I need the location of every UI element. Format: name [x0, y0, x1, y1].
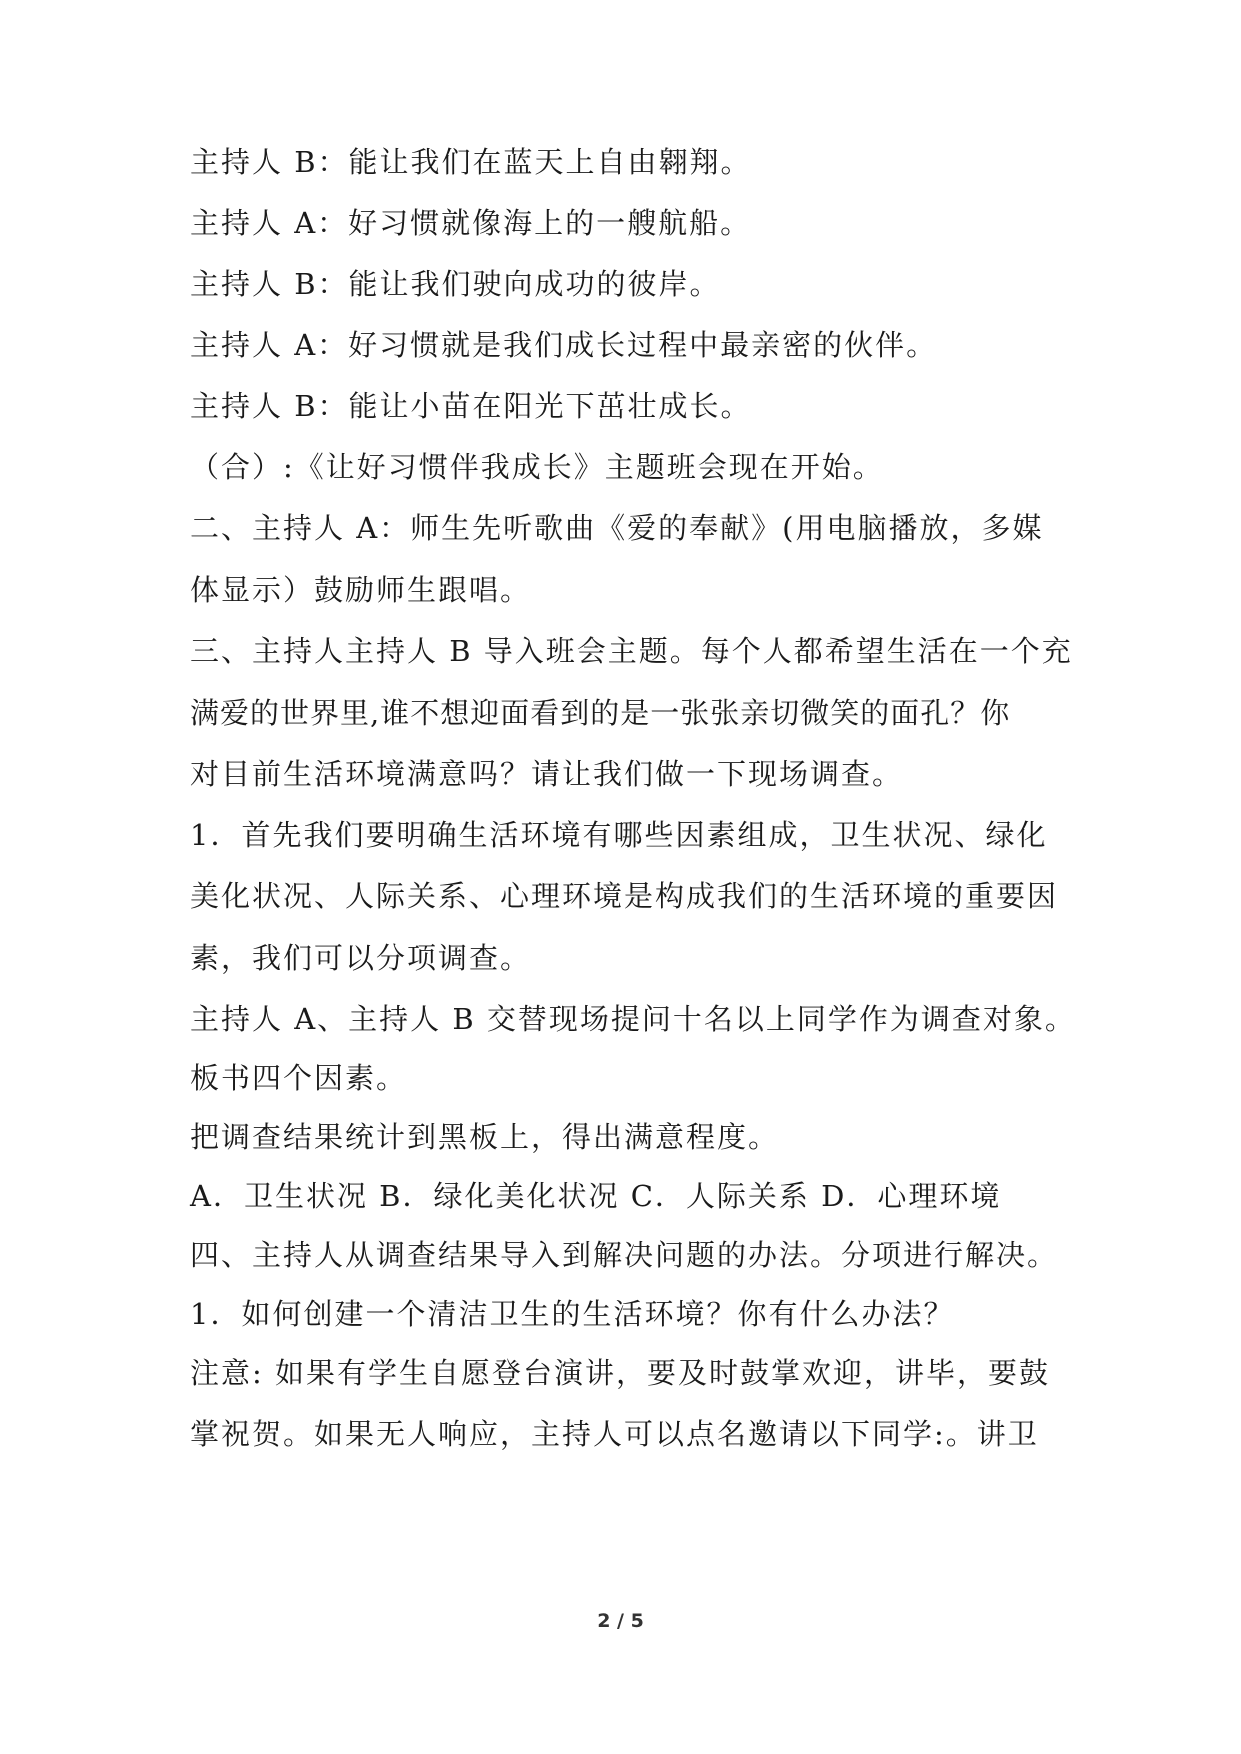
text-line: 对目前生活环境满意吗？请让我们做一下现场调查。: [190, 757, 904, 791]
text-line: 板书四个因素。: [190, 1061, 408, 1095]
text-line: 注意: 如果有学生自愿登台演讲，要及时鼓掌欢迎，讲毕，要鼓: [190, 1356, 1050, 1390]
text-line: 美化状况、人际关系、心理环境是构成我们的生活环境的重要因: [190, 879, 1059, 913]
text-line: 主持人 B：能让我们驶向成功的彼岸。: [190, 267, 721, 301]
text-line: 主持人 A：好习惯就是我们成长过程中最亲密的伙伴。: [190, 328, 938, 362]
text-line: 主持人 A：好习惯就像海上的一艘航船。: [190, 206, 752, 240]
text-line: （合）:《让好习惯伴我成长》主题班会现在开始。: [190, 450, 884, 484]
text-line: 主持人 B：能让我们在蓝天上自由翱翔。: [190, 145, 752, 179]
page-number: 2 / 5: [597, 1610, 644, 1632]
text-line: 体显示）鼓励师生跟唱。: [190, 573, 532, 607]
text-line: 二、主持人 A：师生先听歌曲《爱的奉献》(用电脑播放，多媒: [190, 511, 1044, 545]
text-line: 素，我们可以分项调查。: [190, 941, 532, 975]
text-line: 满爱的世界里,谁不想迎面看到的是一张张亲切微笑的面孔？你: [190, 696, 1011, 730]
text-line: 1．如何创建一个清洁卫生的生活环境？你有什么办法？: [190, 1297, 955, 1331]
text-line: 掌祝贺。如果无人响应，主持人可以点名邀请以下同学:。讲卫: [190, 1417, 1039, 1451]
text-line: 四、主持人从调查结果导入到解决问题的办法。分项进行解决。: [190, 1238, 1059, 1272]
text-line: 1．首先我们要明确生活环境有哪些因素组成，卫生状况、绿化: [190, 818, 1048, 852]
text-line: 把调查结果统计到黑板上，得出满意程度。: [190, 1120, 780, 1154]
text-line: 三、主持人主持人 B 导入班会主题。每个人都希望生活在一个充: [190, 634, 1073, 668]
text-line: A．卫生状况 B．绿化美化状况 C．人际关系 D．心理环境: [190, 1179, 1002, 1213]
text-line: 主持人 B：能让小苗在阳光下茁壮成长。: [190, 389, 752, 423]
text-line: 主持人 A、主持人 B 交替现场提问十名以上同学作为调查对象。: [190, 1002, 1076, 1036]
